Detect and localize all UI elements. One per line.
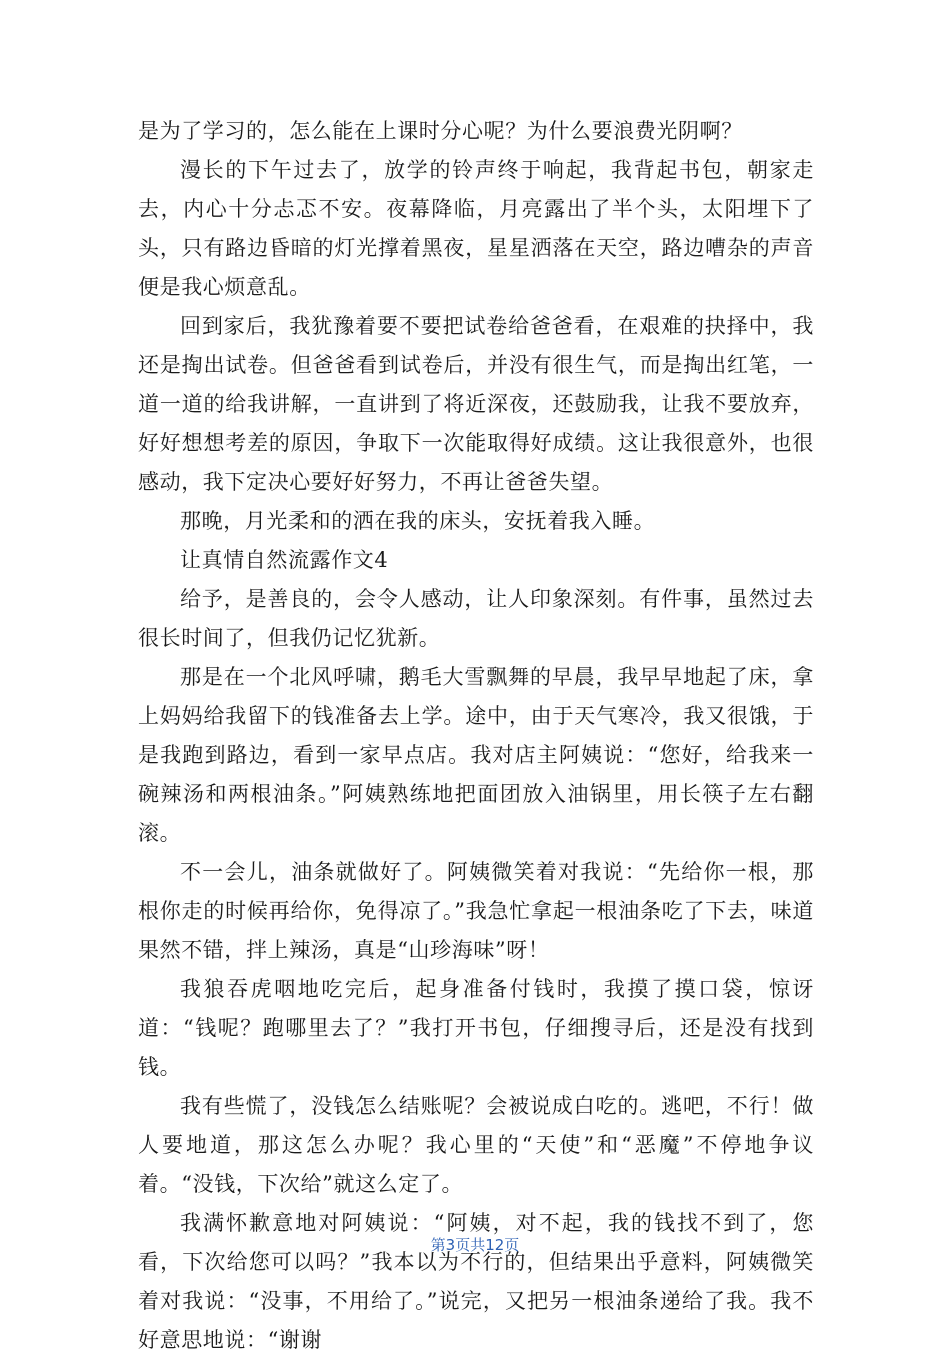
paragraph: 回到家后，我犹豫着要不要把试卷给爸爸看，在艰难的抉择中，我还是掏出试卷。但爸爸看到试卷后，并没有很生气，而是掏出红笔，一道一道的给我讲解，一直讲到了将近深夜，还鼓励我，让我不要放弃，好好想想考差的原因，争取下一次能取得好成绩。这让我很意外，也很感动，我下定决心要好好努力，不再让爸爸失望。 [138,314,814,494]
paragraph-continuation: 是为了学习的，怎么能在上课时分心呢？为什么要浪费光阴啊？ [138,119,743,143]
paragraph: 我满怀歉意地对阿姨说：“阿姨，对不起，我的钱找不到了，您看，下次给您可以吗？”我本以为不行的，但结果出乎意料，阿姨微笑着对我说：“没事，不用给了。”说完，又把另一根油条递给了我。我不好意思地说：“谢谢 [138,1211,814,1352]
paragraph: 我有些慌了，没钱怎么结账呢？会被说成白吃的。逃吧，不行！做人要地道，那这怎么办呢？我心里的“天使”和“恶魔”不停地争议着。“没钱，下次给”就这么定了。 [138,1094,814,1196]
paragraph: 漫长的下午过去了，放学的铃声终于响起，我背起书包，朝家走去，内心十分忐忑不安。夜幕降临，月亮露出了半个头，太阳埋下了头，只有路边昏暗的灯光撑着黑夜，星星洒落在天空，路边嘈杂的声音便是我心烦意乱。 [138,158,814,299]
document-body [138,112,814,1360]
paragraph: 我狼吞虎咽地吃完后，起身准备付钱时，我摸了摸口袋，惊讶道：“钱呢？跑哪里去了？”我打开书包，仔细搜寻后，还是没有找到钱。 [138,977,814,1079]
paragraph: 那晚，月光柔和的洒在我的床头，安抚着我入睡。 [180,509,656,533]
paragraph: 不一会儿，油条就做好了。阿姨微笑着对我说：“先给你一根，那根你走的时候再给你，免得凉了。”我急忙拿起一根油条吃了下去，味道果然不错，拌上辣汤，真是“山珍海味”呀！ [138,860,814,962]
paragraph: 那是在一个北风呼啸，鹅毛大雪飘舞的早晨，我早早地起了床，拿上妈妈给我留下的钱准备去上学。途中，由于天气寒冷，我又很饿，于是我跑到路边，看到一家早点店。我对店主阿姨说：“您好，给我来一碗辣汤和两根油条。”阿姨熟练地把面团放入油锅里，用长筷子左右翻滚。 [138,665,814,845]
section-heading: 让真情自然流露作文4 [180,548,389,572]
page-number-footer: 第3页共12页 [430,1236,520,1254]
paragraph: 给予，是善良的，会令人感动，让人印象深刻。有件事，虽然过去很长时间了，但我仍记忆犹新。 [138,587,814,650]
